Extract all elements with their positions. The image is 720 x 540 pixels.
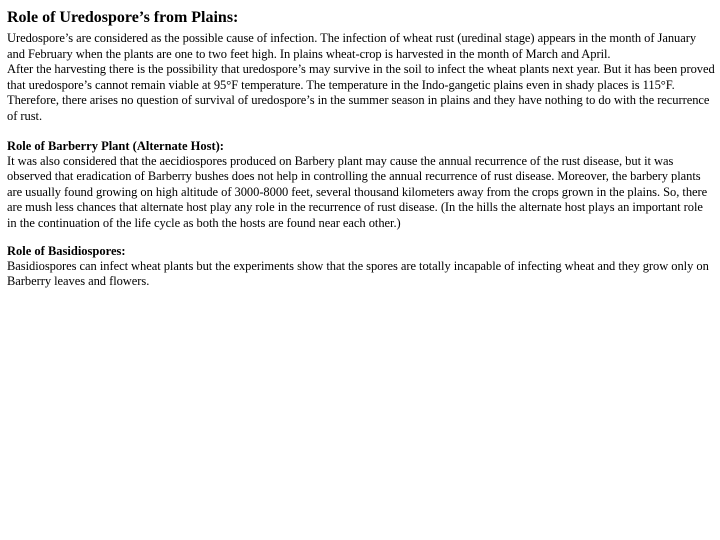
section-heading-basidiospores: Role of Basidiospores: bbox=[7, 243, 126, 258]
page-title: Role of Uredospore’s from Plains: bbox=[7, 9, 239, 26]
paragraph-uredospores-infection: Uredospore’s are considered as the possible cause of infection. The infection of wheat rust (uredinal stage) appears in the month of January and February when the plants are one to two feet high. In plains wheat-crop is harvested in the month of March and April. bbox=[7, 31, 697, 61]
paragraph-barberry: It was also considered that the aecidiospores produced on Barbery plant may cause the annual recurrence of the rust disease, but it was observed that eradication of Barberry bushes does not help in controlling the annual recurrence of rust disease. Moreover, the barbery plants are usually found growing on high altitude of 3000-8000 feet, several thousand kilometers away from the crops grown in the plains. So, there are mush less chances that alternate host play any role in the recurrence of rust disease. (In the hills the alternate host plays an important role in the continuation of the life cycle as both the hosts are found near each other.) bbox=[7, 153, 708, 230]
paragraph-basidiospores: Basidiospores can infect wheat plants but the experiments show that the spores are totally incapable of infecting wheat and they grow only on Barberry leaves and flowers. bbox=[7, 258, 709, 289]
section-basidiospores bbox=[7, 244, 715, 290]
section-uredospores bbox=[7, 31, 715, 125]
paragraph-uredospores-survival: After the harvesting there is the possibility that uredospore’s may survive in the soil to infect the wheat plants next year. But it has been proved that uredospore’s cannot remain viable at 95°F temperature. The temperature in the Indo-gangetic plains even in shady places is 115°F. Therefore, there arises no question of survival of uredospore’s in the summer season in plains and they have nothing to do with the recurrence of rust. bbox=[7, 62, 715, 123]
section-heading-barberry: Role of Barberry Plant (Alternate Host): bbox=[7, 138, 224, 153]
document bbox=[7, 0, 715, 290]
section-barberry bbox=[7, 139, 715, 232]
